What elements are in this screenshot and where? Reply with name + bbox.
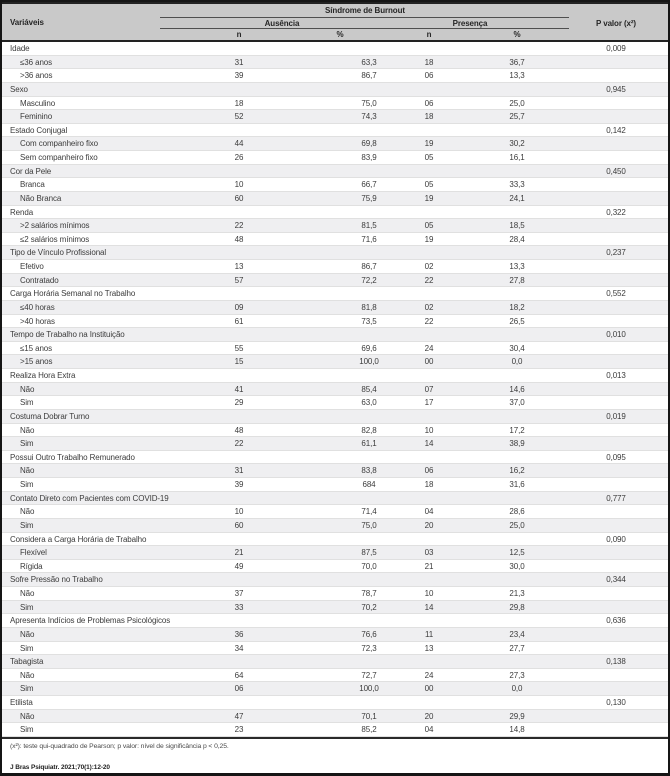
cell-pct-presence: 33,3 [509, 180, 525, 190]
row-label: Efetivo [20, 262, 44, 271]
cell-n-presence: 17 [424, 398, 434, 408]
cell-n-absence: 48 [234, 234, 244, 244]
cell-n-presence: 06 [424, 98, 434, 108]
cell-pct-presence: 30,2 [509, 139, 525, 149]
cell-pct-presence: 25,0 [509, 520, 525, 530]
cell-pct-presence: 21,3 [509, 589, 525, 598]
cell-pct-absence: 86,7 [361, 262, 377, 271]
cell-n-absence: 60 [234, 193, 244, 203]
cell-n-presence: 10 [424, 425, 434, 435]
table-row-category [2, 655, 668, 669]
column-header-pct-absence: % [336, 30, 344, 39]
cell-pct-presence: 18,5 [509, 221, 525, 231]
cell-pct-presence: 16,2 [509, 466, 525, 476]
table-row [2, 342, 668, 356]
row-label: Não [20, 507, 35, 517]
table-row [2, 355, 668, 369]
cell-pct-presence: 13,3 [509, 71, 525, 81]
row-label: ≤36 anos [20, 57, 53, 67]
cell-n-absence: 47 [234, 711, 244, 721]
cell-p-value: 0,636 [606, 616, 626, 626]
table-row [2, 219, 668, 233]
category-label: Sofre Pressão no Trabalho [10, 575, 103, 585]
category-label: Carga Horária Semanal no Trabalho [10, 289, 136, 299]
table-row-category [2, 124, 668, 138]
cell-n-absence: 13 [234, 262, 244, 271]
cell-pct-presence: 0,0 [511, 684, 523, 694]
column-header-pct-presence: % [513, 30, 521, 39]
cell-n-absence: 09 [234, 302, 244, 312]
category-label: Sexo [10, 84, 28, 94]
cell-pct-presence: 31,6 [509, 480, 525, 489]
cell-n-presence: 20 [424, 520, 434, 530]
cell-n-absence: 37 [234, 589, 244, 598]
table-row [2, 137, 668, 151]
row-label: Não [20, 425, 35, 435]
table-row [2, 478, 668, 492]
column-header-variables: Variáveis [10, 18, 44, 27]
cell-pct-absence: 70,0 [361, 561, 377, 571]
cell-p-value: 0,777 [606, 493, 626, 503]
column-header-burnout: Síndrome de Burnout [325, 6, 405, 15]
row-label: Não [20, 384, 35, 394]
cell-pct-presence: 29,8 [509, 602, 525, 612]
cell-pct-absence: 63,0 [361, 398, 377, 408]
cell-p-value: 0,552 [606, 289, 626, 299]
table-row [2, 710, 668, 724]
cell-pct-absence: 100,0 [359, 684, 379, 694]
table-row [2, 642, 668, 656]
row-label: Não [20, 466, 35, 476]
cell-p-value: 0,019 [606, 411, 626, 421]
row-label: Contratado [20, 275, 59, 285]
table-row [2, 601, 668, 615]
cell-pct-absence: 81,8 [361, 302, 377, 312]
category-label: Etilista [10, 698, 33, 707]
cell-pct-absence: 72,7 [361, 670, 377, 680]
cell-n-presence: 02 [424, 262, 434, 271]
cell-pct-absence: 87,5 [361, 548, 377, 558]
cell-n-absence: 31 [234, 466, 244, 476]
cell-pct-presence: 27,3 [509, 670, 525, 680]
table-row [2, 519, 668, 533]
table-row [2, 546, 668, 560]
cell-pct-presence: 29,9 [509, 711, 525, 721]
table-row-category [2, 573, 668, 587]
cell-p-value: 0,344 [606, 575, 626, 585]
table-row [2, 437, 668, 451]
table-header [2, 2, 668, 42]
cell-n-absence: 23 [234, 725, 244, 735]
cell-pct-presence: 25,7 [509, 112, 525, 122]
cell-pct-presence: 26,5 [509, 316, 525, 326]
row-label: Com companheiro fixo [20, 139, 99, 149]
cell-n-presence: 13 [424, 643, 434, 653]
cell-n-absence: 29 [234, 398, 244, 408]
cell-pct-absence: 61,1 [361, 439, 377, 449]
cell-n-absence: 18 [234, 98, 244, 108]
cell-pct-absence: 81,5 [361, 221, 377, 231]
cell-pct-absence: 74,3 [361, 112, 377, 122]
cell-p-value: 0,009 [606, 44, 626, 53]
cell-pct-presence: 14,8 [509, 725, 525, 735]
table-row-category [2, 206, 668, 220]
cell-n-presence: 21 [424, 561, 434, 571]
cell-pct-presence: 23,4 [509, 629, 525, 639]
cell-p-value: 0,237 [606, 248, 626, 258]
cell-p-value: 0,130 [606, 698, 626, 707]
cell-pct-absence: 69,6 [361, 343, 377, 353]
header-rule-subcolumns [160, 28, 569, 29]
category-label: Estado Conjugal [10, 125, 68, 135]
cell-pct-absence: 75,0 [361, 98, 377, 108]
cell-pct-presence: 30,4 [509, 343, 525, 353]
column-header-presence: Presença [452, 19, 488, 28]
row-label: Sim [20, 398, 34, 408]
cell-pct-presence: 27,8 [509, 275, 525, 285]
table-row [2, 69, 668, 83]
cell-n-presence: 04 [424, 507, 434, 517]
table-row [2, 97, 668, 111]
cell-pct-absence: 76,6 [361, 629, 377, 639]
category-label: Considera a Carga Horária de Trabalho [10, 534, 147, 544]
table-row-category [2, 42, 668, 56]
table-row [2, 233, 668, 247]
row-label: >15 anos [20, 357, 53, 367]
cell-n-absence: 10 [234, 180, 244, 190]
category-label: Tipo de Vínculo Profissional [10, 248, 107, 258]
cell-pct-presence: 30,0 [509, 561, 525, 571]
journal-citation: J Bras Psiquiatr. 2021;70(1):12-20 [10, 764, 110, 771]
cell-pct-absence: 73,5 [361, 316, 377, 326]
cell-n-absence: 21 [234, 548, 244, 558]
table-body [2, 42, 668, 737]
cell-pct-presence: 28,4 [509, 234, 525, 244]
cell-n-absence: 41 [234, 384, 244, 394]
row-label: Não [20, 711, 35, 721]
cell-pct-absence: 75,9 [361, 193, 377, 203]
cell-pct-absence: 72,3 [361, 643, 377, 653]
cell-n-presence: 24 [424, 343, 434, 353]
column-header-n-absence: n [236, 30, 242, 39]
cell-pct-presence: 16,1 [509, 153, 525, 162]
cell-pct-absence: 78,7 [361, 589, 377, 598]
cell-pct-presence: 28,6 [509, 507, 525, 517]
cell-pct-presence: 18,2 [509, 302, 525, 312]
table-row [2, 682, 668, 696]
cell-n-presence: 18 [424, 57, 434, 67]
cell-n-presence: 10 [424, 589, 434, 598]
cell-p-value: 0,945 [606, 84, 626, 94]
cell-n-presence: 04 [424, 725, 434, 735]
cell-p-value: 0,450 [606, 166, 626, 176]
row-label: Não [20, 629, 35, 639]
cell-p-value: 0,142 [606, 125, 626, 135]
table-row-category [2, 165, 668, 179]
table-row [2, 110, 668, 124]
cell-n-presence: 19 [424, 234, 434, 244]
cell-n-absence: 22 [234, 221, 244, 231]
row-label: Sim [20, 439, 34, 449]
table-row [2, 274, 668, 288]
cell-n-absence: 22 [234, 439, 244, 449]
table-row [2, 56, 668, 70]
cell-pct-presence: 24,1 [509, 193, 525, 203]
cell-n-presence: 20 [424, 711, 434, 721]
cell-n-absence: 34 [234, 643, 244, 653]
cell-pct-absence: 72,2 [361, 275, 377, 285]
table-row-category [2, 410, 668, 424]
table-footnote: (x²): teste qui-quadrado de Pearson; p valor: nível de significância p < 0,25. [10, 743, 229, 750]
cell-n-presence: 05 [424, 221, 434, 231]
row-label: >36 anos [20, 71, 53, 81]
cell-n-absence: 15 [234, 357, 244, 367]
cell-pct-absence: 85,4 [361, 384, 377, 394]
cell-n-presence: 00 [424, 357, 434, 367]
category-label: Tabagista [10, 657, 44, 667]
table-row-category [2, 451, 668, 465]
category-label: Costuma Dobrar Turno [10, 411, 90, 421]
row-label: >2 salários mínimos [20, 221, 90, 231]
row-label: Rígida [20, 561, 43, 571]
cell-pct-presence: 13,3 [509, 262, 525, 271]
cell-n-presence: 00 [424, 684, 434, 694]
row-label: Sim [20, 480, 34, 489]
cell-pct-absence: 83,9 [361, 153, 377, 162]
cell-n-absence: 44 [234, 139, 244, 149]
cell-n-presence: 24 [424, 670, 434, 680]
row-label: ≤40 horas [20, 302, 55, 312]
table-row-category [2, 83, 668, 97]
table-row-category [2, 533, 668, 547]
table-row [2, 669, 668, 683]
table-row-category [2, 246, 668, 260]
cell-p-value: 0,095 [606, 452, 626, 462]
cell-pct-presence: 36,7 [509, 57, 525, 67]
cell-pct-absence: 71,6 [361, 234, 377, 244]
cell-pct-absence: 71,4 [361, 507, 377, 517]
cell-n-presence: 02 [424, 302, 434, 312]
column-header-n-presence: n [426, 30, 432, 39]
row-label: Sim [20, 520, 34, 530]
row-label: Flexível [20, 548, 47, 558]
cell-pct-presence: 38,9 [509, 439, 525, 449]
row-label: Masculino [20, 98, 56, 108]
table-row [2, 464, 668, 478]
cell-n-absence: 61 [234, 316, 244, 326]
row-label: Não [20, 589, 35, 598]
cell-pct-presence: 14,6 [509, 384, 525, 394]
cell-n-presence: 05 [424, 180, 434, 190]
cell-p-value: 0,090 [606, 534, 626, 544]
cell-pct-presence: 17,2 [509, 425, 525, 435]
table-bottom-rule [2, 737, 668, 739]
row-label: Sim [20, 725, 34, 735]
table-row [2, 383, 668, 397]
cell-pct-absence: 100,0 [359, 357, 379, 367]
cell-p-value: 0,013 [606, 371, 626, 380]
cell-n-absence: 33 [234, 602, 244, 612]
cell-n-presence: 14 [424, 439, 434, 449]
cell-pct-presence: 37,0 [509, 398, 525, 408]
cell-n-presence: 19 [424, 139, 434, 149]
cell-n-presence: 11 [424, 629, 434, 639]
cell-n-absence: 39 [234, 480, 244, 489]
cell-pct-absence: 66,7 [361, 180, 377, 190]
row-label: Sim [20, 643, 34, 653]
cell-pct-absence: 82,8 [361, 425, 377, 435]
cell-n-absence: 06 [234, 684, 244, 694]
row-label: >40 horas [20, 316, 55, 326]
table-row [2, 424, 668, 438]
row-label: ≤15 anos [20, 343, 53, 353]
cell-pct-presence: 25,0 [509, 98, 525, 108]
header-rule-burnout [160, 17, 569, 18]
table-row-category [2, 492, 668, 506]
table-row [2, 151, 668, 165]
cell-n-presence: 07 [424, 384, 434, 394]
cell-pct-absence: 684 [362, 480, 376, 489]
category-label: Idade [10, 44, 30, 53]
cell-n-presence: 19 [424, 193, 434, 203]
cell-n-presence: 05 [424, 153, 434, 162]
cell-n-absence: 55 [234, 343, 244, 353]
cell-n-presence: 06 [424, 466, 434, 476]
cell-pct-absence: 69,8 [361, 139, 377, 149]
cell-pct-absence: 86,7 [361, 71, 377, 81]
table-row [2, 723, 668, 737]
category-label: Realiza Hora Extra [10, 371, 76, 380]
cell-p-value: 0,010 [606, 330, 626, 340]
cell-pct-absence: 70,1 [361, 711, 377, 721]
cell-pct-absence: 70,2 [361, 602, 377, 612]
cell-n-absence: 64 [234, 670, 244, 680]
cell-n-absence: 26 [234, 153, 244, 162]
cell-n-absence: 39 [234, 71, 244, 81]
cell-pct-absence: 63,3 [361, 57, 377, 67]
row-label: Feminino [20, 112, 53, 122]
table-row [2, 628, 668, 642]
cell-n-absence: 52 [234, 112, 244, 122]
cell-pct-absence: 85,2 [361, 725, 377, 735]
row-label: Sem companheiro fixo [20, 153, 98, 162]
category-label: Tempo de Trabalho na Instituição [10, 330, 125, 340]
table-row [2, 560, 668, 574]
category-label: Cor da Pele [10, 166, 52, 176]
cell-n-presence: 22 [424, 275, 434, 285]
table-row [2, 301, 668, 315]
row-label: Não [20, 670, 35, 680]
cell-n-absence: 48 [234, 425, 244, 435]
cell-n-absence: 36 [234, 629, 244, 639]
cell-n-presence: 18 [424, 480, 434, 489]
cell-n-presence: 18 [424, 112, 434, 122]
row-label: Sim [20, 684, 34, 694]
cell-n-absence: 57 [234, 275, 244, 285]
category-label: Contato Direto com Pacientes com COVID-19 [10, 493, 169, 503]
table-row-category [2, 287, 668, 301]
table-row [2, 315, 668, 329]
cell-n-presence: 14 [424, 602, 434, 612]
table-row [2, 587, 668, 601]
table-row [2, 192, 668, 206]
cell-n-absence: 60 [234, 520, 244, 530]
table-row [2, 260, 668, 274]
row-label: Sim [20, 602, 34, 612]
cell-pct-absence: 83,8 [361, 466, 377, 476]
cell-n-absence: 10 [234, 507, 244, 517]
cell-pct-presence: 27,7 [509, 643, 525, 653]
cell-n-presence: 03 [424, 548, 434, 558]
category-label: Renda [10, 207, 34, 217]
column-header-pvalue: P valor (x²) [596, 19, 636, 28]
cell-pct-presence: 0,0 [511, 357, 523, 367]
cell-n-presence: 06 [424, 71, 434, 81]
cell-n-presence: 22 [424, 316, 434, 326]
category-label: Apresenta Indícios de Problemas Psicológicos [10, 616, 171, 626]
table-row-category [2, 369, 668, 383]
row-label: Não Branca [20, 193, 62, 203]
table-row-category [2, 696, 668, 710]
column-header-absence: Ausência [264, 19, 300, 28]
cell-pct-presence: 12,5 [509, 548, 525, 558]
table-row [2, 178, 668, 192]
table-row-category [2, 614, 668, 628]
table-row [2, 505, 668, 519]
cell-p-value: 0,138 [606, 657, 626, 667]
table-row-category [2, 328, 668, 342]
cell-p-value: 0,322 [606, 207, 626, 217]
row-label: Branca [20, 180, 45, 190]
cell-n-absence: 49 [234, 561, 244, 571]
category-label: Possui Outro Trabalho Remunerado [10, 452, 135, 462]
cell-pct-absence: 75,0 [361, 520, 377, 530]
table-row [2, 396, 668, 410]
cell-n-absence: 31 [234, 57, 244, 67]
row-label: ≤2 salários mínimos [20, 234, 90, 244]
